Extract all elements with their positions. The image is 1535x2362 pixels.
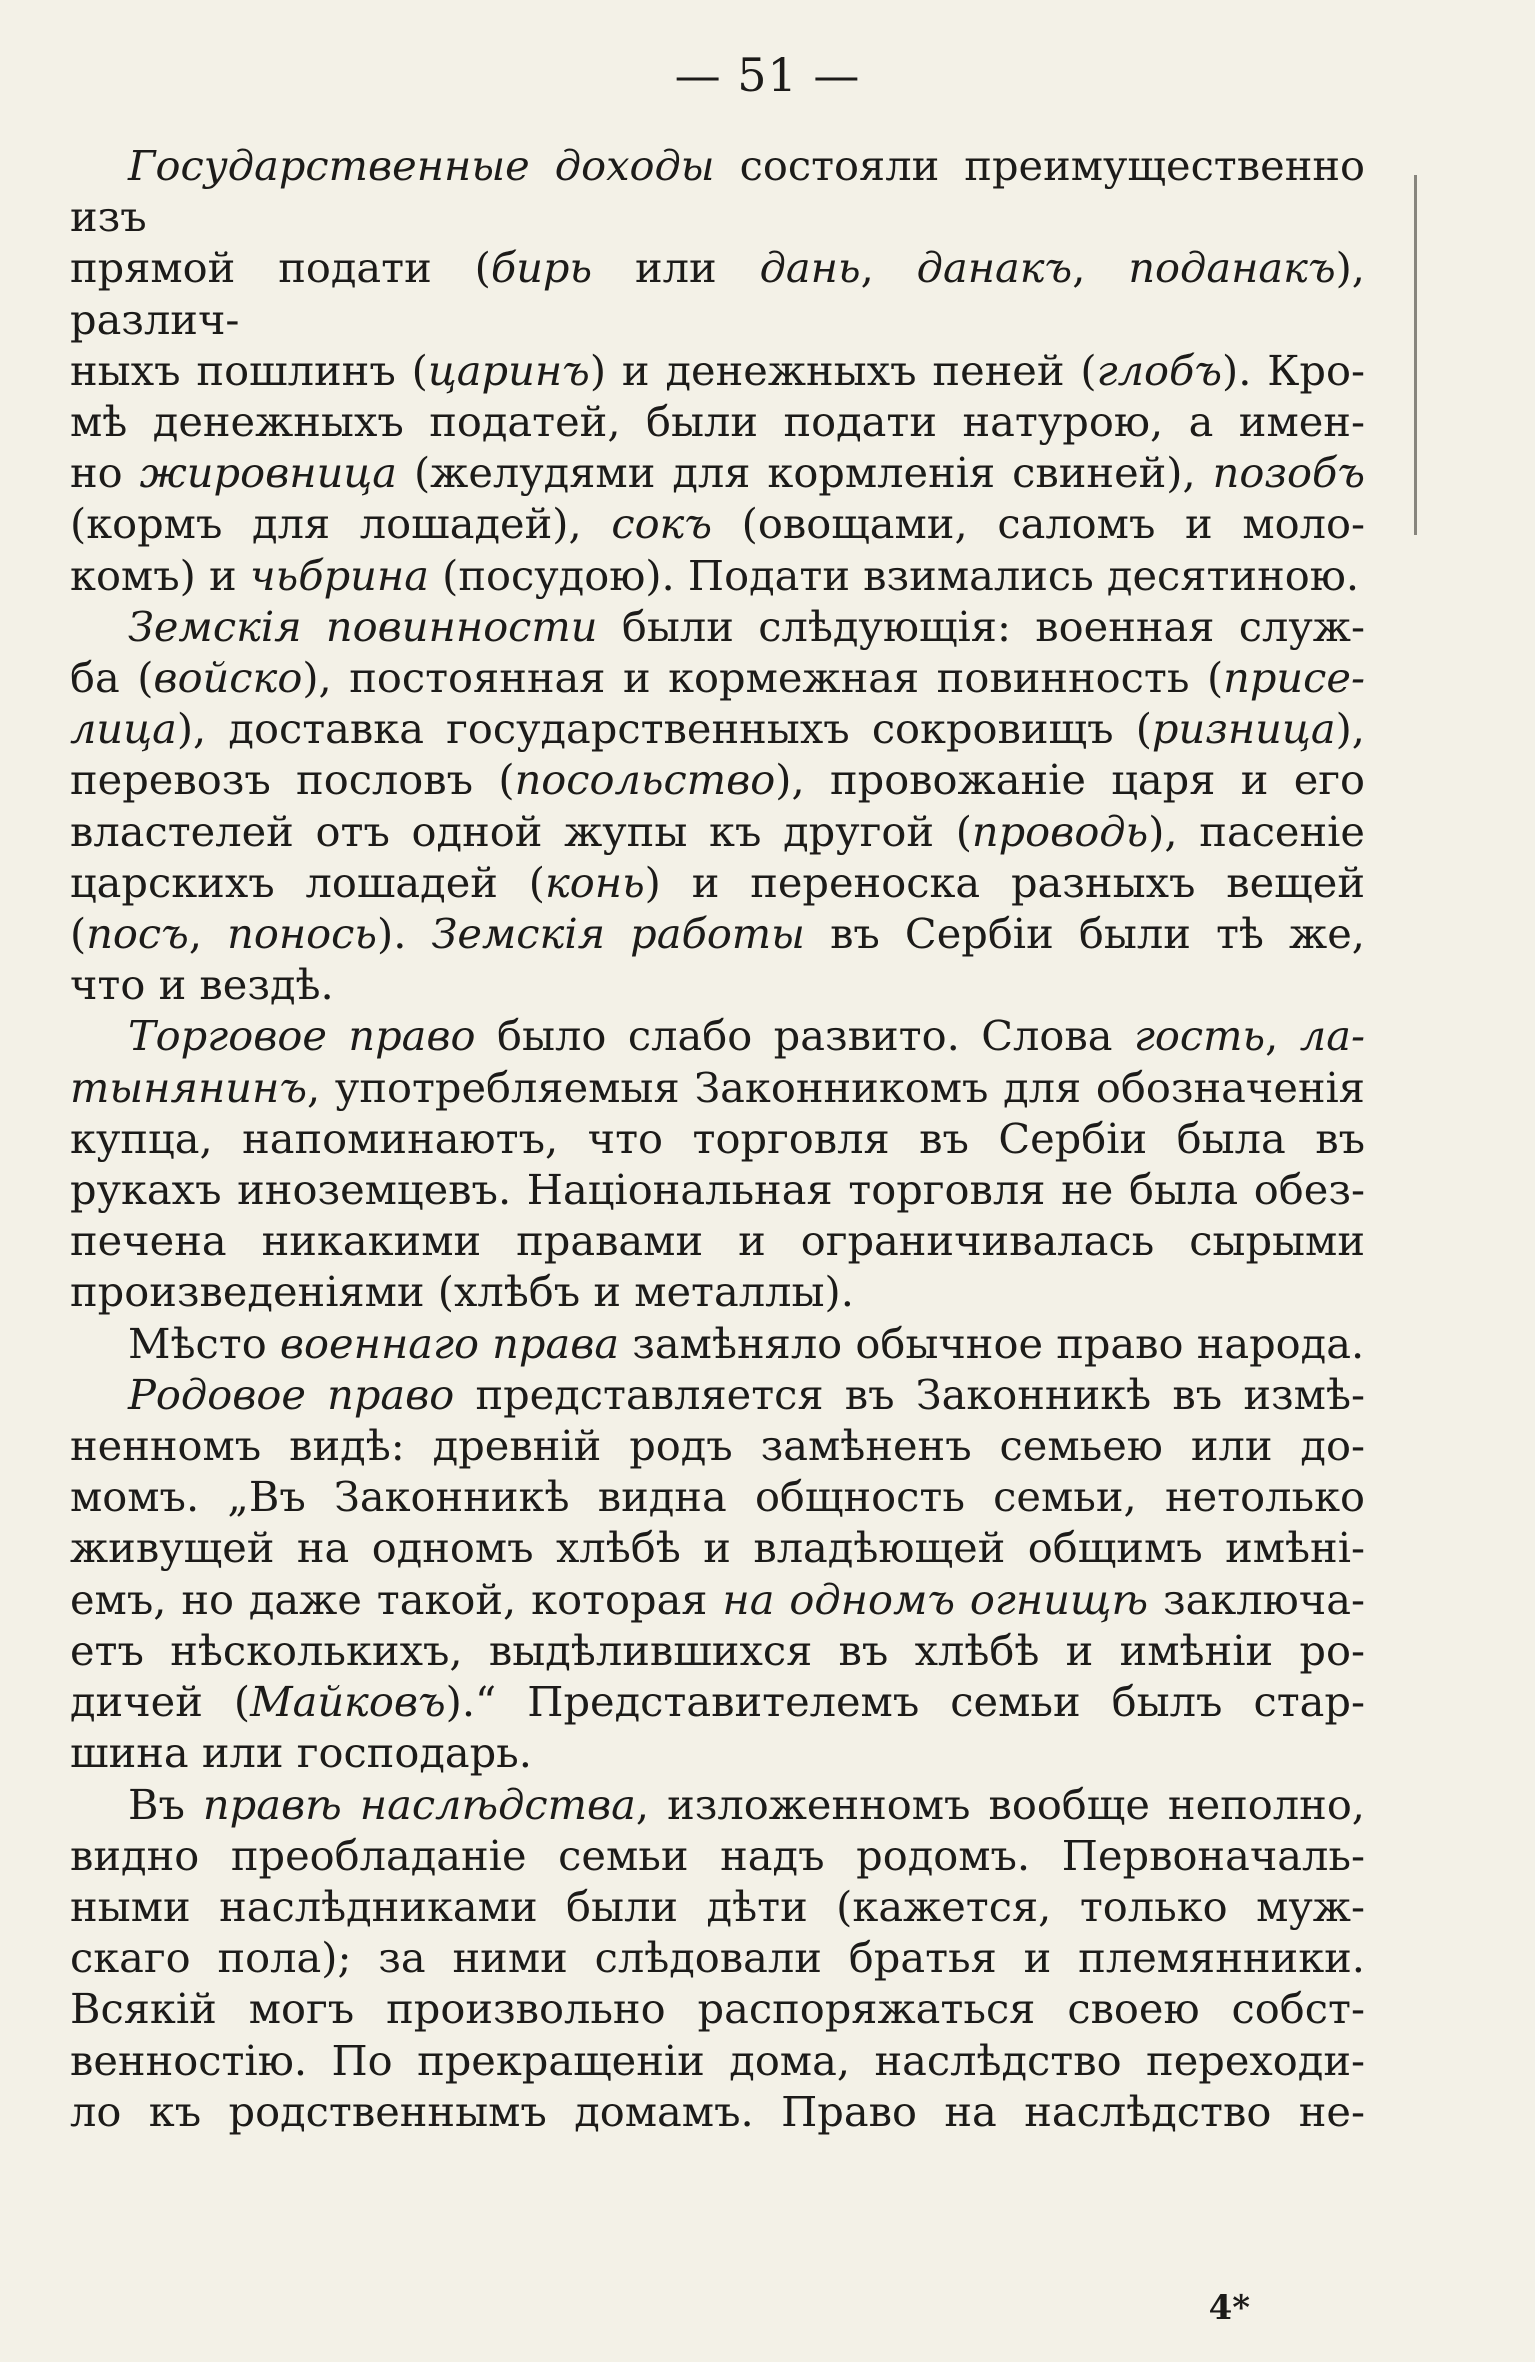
text-line: печена никакими правами и ограничивалась сырыми [70, 1216, 1365, 1266]
text-line: ными наслѣдниками были дѣти (кажется, только муж- [70, 1881, 1365, 1931]
text-line: царскихъ лошадей (конь) и переноска разныхъ вещей [70, 857, 1365, 907]
text-line: ненномъ видѣ: древній родъ замѣненъ семьею или до- [70, 1421, 1365, 1471]
text-line: мѣ денежныхъ податей, были подати натурою, а имен- [70, 397, 1365, 447]
text-line: Въ правѣ наслѣдства, изложенномъ вообще неполно, [128, 1779, 1365, 1829]
text-line: перевозъ пословъ (посольство), провожаніе царя и его [70, 755, 1365, 805]
margin-mark [1414, 175, 1417, 535]
text-line: но жировница (желудями для кормленія свиней), позобъ [70, 448, 1365, 498]
text-line: комъ) и чьбрина (посудою). Подати взимались десятиною. [70, 550, 1360, 600]
text-line: Родовое право представляется въ Законникѣ въ измѣ- [128, 1369, 1365, 1419]
text-line: ба (войско), постоянная и кормежная повинность (присе- [70, 653, 1365, 703]
text-line: лица), доставка государственныхъ сокровищъ (ризница), [70, 704, 1365, 754]
text-line: шина или господарь. [70, 1728, 532, 1778]
text-line: ло къ родственнымъ домамъ. Право на наслѣдство не- [70, 2086, 1365, 2136]
text-line: дичей (Майковъ).“ Представителемъ семьи былъ стар- [70, 1677, 1365, 1727]
text-line: живущей на одномъ хлѣбѣ и владѣющей общимъ имѣні- [70, 1523, 1365, 1573]
text-line: тынянинъ, употребляемыя Законникомъ для обозначенія [70, 1062, 1365, 1112]
body-text [70, 140, 1365, 2137]
text-line: етъ нѣсколькихъ, выдѣлившихся въ хлѣбѣ и имѣніи ро- [70, 1625, 1365, 1675]
text-line: венностію. По прекращеніи дома, наслѣдство переходи- [70, 2035, 1365, 2085]
text-line: Всякій могъ произвольно распоряжаться своею собст- [70, 1984, 1365, 2034]
text-line: купца, напоминаютъ, что торговля въ Сербіи была въ [70, 1113, 1365, 1163]
text-line: скаго пола); за ними слѣдовали братья и племянники. [70, 1933, 1365, 1983]
page-number: — 51 — [674, 48, 861, 102]
text-line: Земскія повинности были слѣдующія: военная служ- [128, 601, 1365, 651]
text-line: видно преобладаніе семьи надъ родомъ. Первоначаль- [70, 1830, 1365, 1880]
text-line: прямой подати (бирь или дань, данакъ, поданакъ), различ- [70, 243, 1365, 344]
text-line: Государственные доходы состояли преимущественно изъ [70, 141, 1365, 242]
text-line: Торговое право было слабо развито. Слова гость, ла- [128, 1011, 1365, 1061]
text-line: (посъ, понось). Земскія работы въ Сербіи были тѣ же, [70, 909, 1365, 959]
text-line: Мѣсто военнаго права замѣняло обычное право народа. [128, 1318, 1365, 1368]
signature-mark: 4* [1208, 2288, 1250, 2328]
text-line: что и вездѣ. [70, 960, 334, 1010]
text-line: ныхъ пошлинъ (царинъ) и денежныхъ пеней (глобъ). Кро- [70, 345, 1365, 395]
text-line: рукахъ иноземцевъ. Національная торговля не была обез- [70, 1165, 1365, 1215]
text-line: произведеніями (хлѣбъ и металлы). [70, 1267, 854, 1317]
text-line: момъ. „Въ Законникѣ видна общность семьи, нетолько [70, 1472, 1365, 1522]
text-line: (кормъ для лошадей), сокъ (овощами, саломъ и моло- [70, 499, 1365, 549]
text-line: властелей отъ одной жупы къ другой (проводь), пасеніе [70, 806, 1365, 856]
text-line: емъ, но даже такой, которая на одномъ огнищѣ заключа- [70, 1574, 1365, 1624]
